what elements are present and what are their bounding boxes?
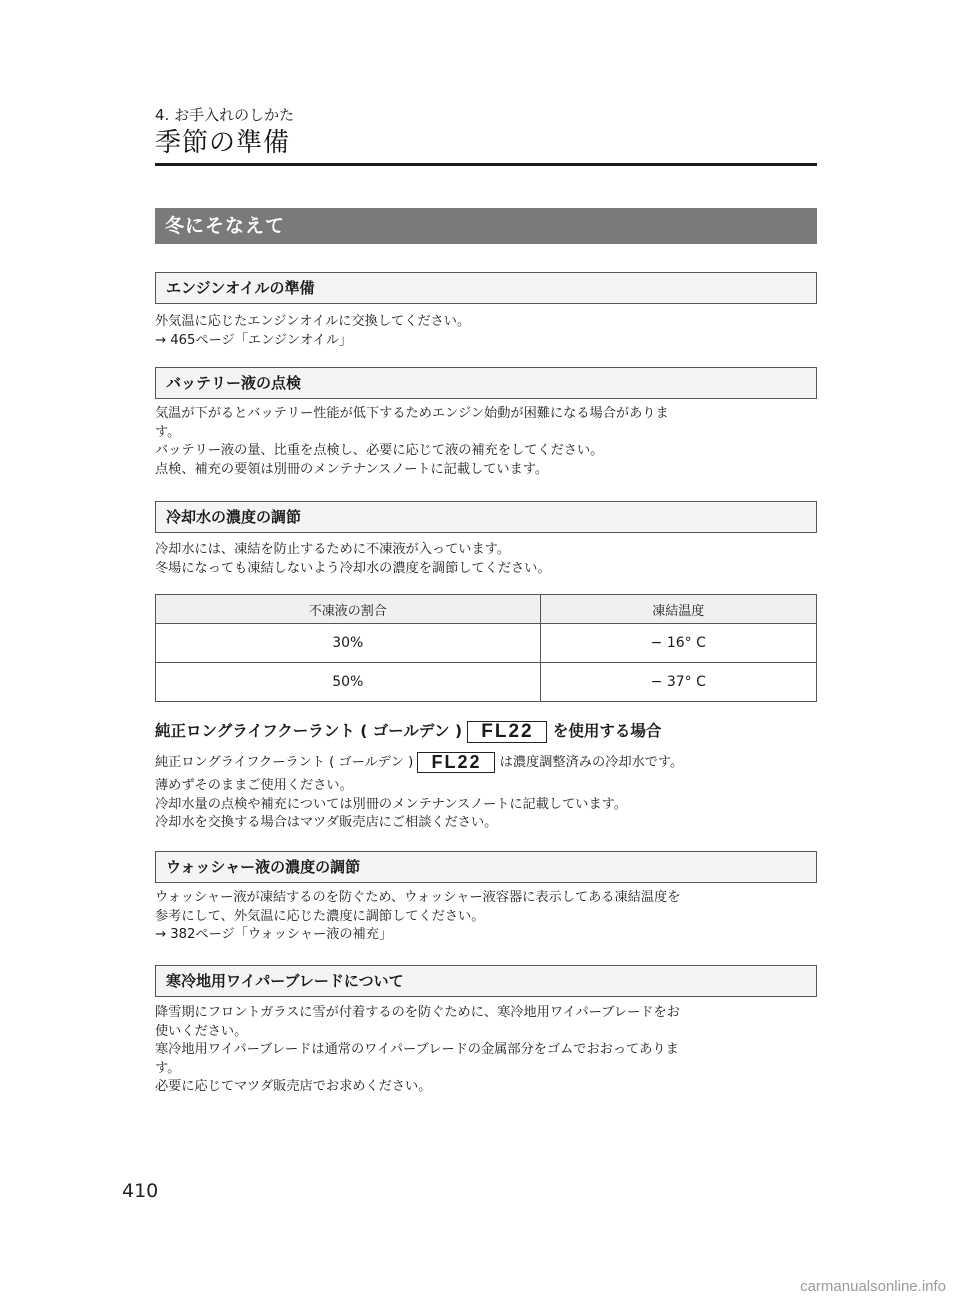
text-line: 薄めずそのままご使用ください。 [155, 778, 353, 793]
battery-heading: バッテリー液の点検 [155, 367, 817, 399]
table-header-ratio: 不凍液の割合 [156, 595, 541, 624]
table-row [156, 624, 817, 663]
table-cell: 30% [156, 624, 541, 663]
page-number: 410 [122, 1180, 159, 1202]
text-line: 寒冷地用ワイパーブレードは通常のワイパーブレードの金属部分をゴムでおおってありま [155, 1042, 679, 1058]
text-span: 純正ロングライフクーラント ( ゴールデン ) [155, 755, 414, 770]
long-life-coolant-heading [155, 719, 661, 743]
text-line: 使いください。 [155, 1023, 248, 1039]
page-reference-link[interactable]: → 465ページ「エンジンオイル」 [155, 332, 353, 348]
text-line: 降雪期にフロントガラスに雪が付着するのを防ぐために、寒冷地用ワイパーブレードをお [155, 1005, 680, 1020]
fl22-badge: FL22 [417, 752, 495, 773]
battery-text [155, 405, 823, 479]
text-line: 必要に応じてマツダ販売店でお求めください。 [155, 1079, 432, 1095]
table-cell: − 37° C [540, 663, 816, 702]
text-line: 参考にして、外気温に応じた濃度に調節してください。 [155, 908, 485, 924]
coolant-heading: 冷却水の濃度の調節 [155, 501, 817, 533]
text-line-with-badge [155, 751, 823, 777]
wiper-text [155, 1004, 823, 1097]
text-line: ウォッシャー液が凍結するのを防ぐため、ウォッシャー液容器に表示してある凍結温度を [155, 890, 681, 905]
chapter-label: 4. お手入れのしかた [155, 106, 295, 124]
text-line: バッテリー液の量、比重を点検し、必要に応じて液の補充をしてください。 [155, 443, 604, 459]
heading-text: 純正ロングライフクーラント ( ゴールデン ) [155, 722, 463, 740]
engine-oil-text [155, 313, 823, 350]
coolant-text [155, 541, 823, 578]
engine-oil-heading: エンジンオイルの準備 [155, 272, 817, 304]
text-line: す。 [155, 1060, 181, 1076]
heading-text: を使用する場合 [552, 722, 662, 740]
long-life-text [155, 751, 823, 833]
text-line: 冷却水には、凍結を防止するために不凍液が入っています。 [155, 542, 511, 557]
page-reference-link[interactable]: → 382ページ「ウォッシャー液の補充」 [155, 927, 393, 943]
text-line: 気温が下がるとバッテリー性能が低下するためエンジン始動が困難になる場合がありま [155, 406, 669, 421]
section-heading: 冬にそなえて [155, 208, 817, 244]
table-header-freeze-temp: 凍結温度 [540, 595, 816, 624]
wiper-heading: 寒冷地用ワイパーブレードについて [155, 965, 817, 997]
text-line: 冬場になっても凍結しないよう冷却水の濃度を調節してください。 [155, 560, 551, 576]
table-cell: 50% [156, 663, 541, 702]
text-line: 点検、補充の要領は別冊のメンテナンスノートに記載しています。 [155, 461, 549, 477]
text-line: 外気温に応じたエンジンオイルに交換してください。 [155, 314, 471, 329]
watermark: carmanualsonline.info [800, 1278, 946, 1295]
table-cell: − 16° C [540, 624, 816, 663]
page-title: 季節の準備 [155, 128, 291, 158]
text-span: は濃度調整済みの冷却水です。 [499, 755, 684, 770]
table-header-row [156, 595, 817, 624]
washer-heading: ウォッシャー液の濃度の調節 [155, 851, 817, 883]
text-line: 冷却水量の点検や補充については別冊のメンテナンスノートに記載しています。 [155, 796, 627, 812]
text-line: す。 [155, 424, 181, 440]
antifreeze-table [155, 594, 817, 702]
table-row [156, 663, 817, 702]
text-line: 冷却水を交換する場合はマツダ販売店にご相談ください。 [155, 815, 498, 831]
washer-text [155, 889, 823, 945]
title-rule [155, 163, 817, 166]
fl22-badge: FL22 [467, 721, 547, 743]
